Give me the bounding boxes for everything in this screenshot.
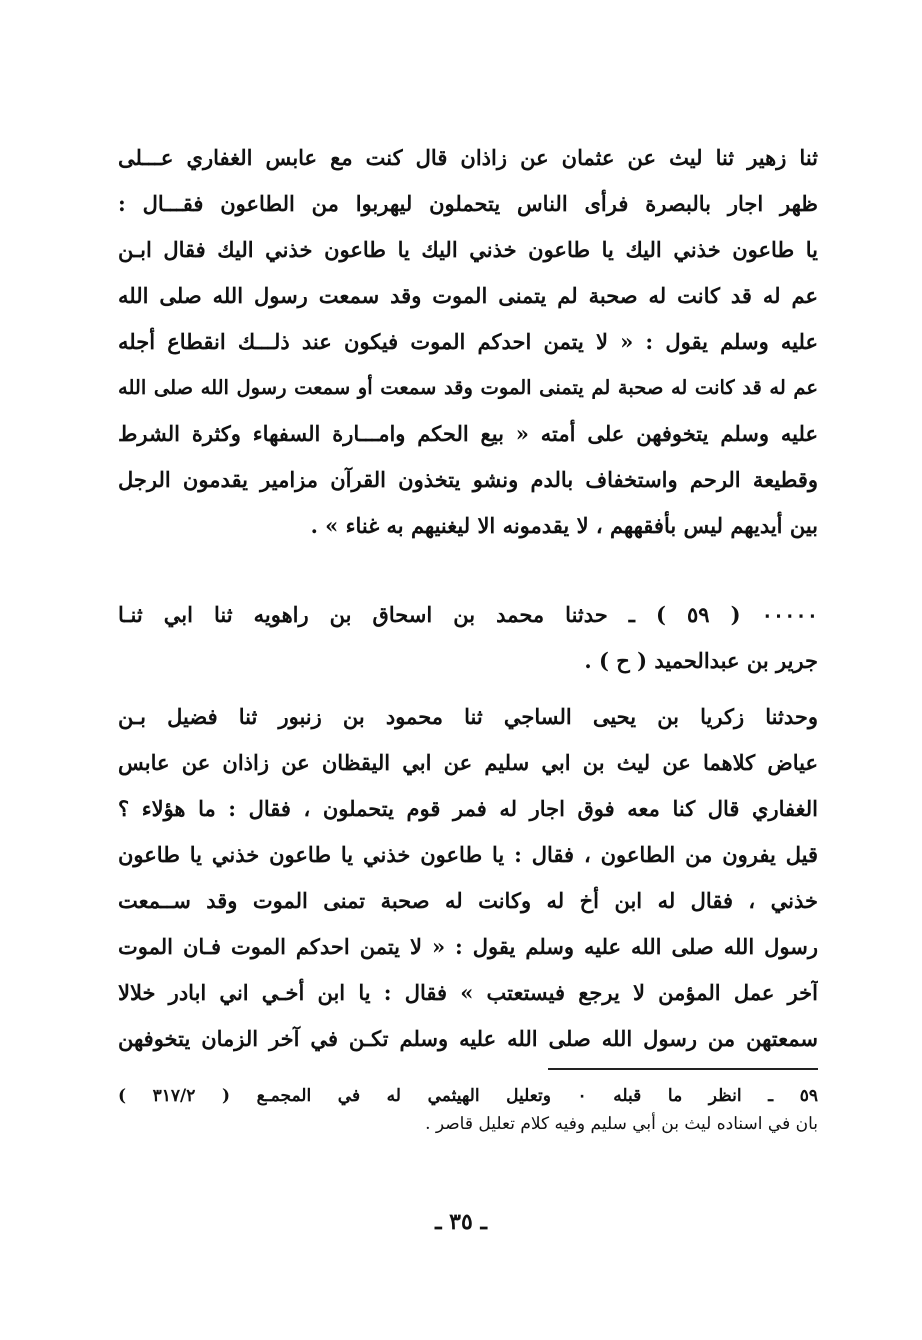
footnote-divider <box>548 1068 818 1070</box>
text-line: عليه وسلم يقول : « لا يتمن احدكم الموت فيكون عند ذلـــك انقطاع أجله <box>118 329 818 354</box>
text-line: قيل يفرون من الطاعون ، فقال : يا طاعون خذني يا طاعون خذني يا طاعون <box>118 842 818 867</box>
text-line: خذني ، فقال له ابن أخ له وكانت له صحبة تمنى الموت وقد ســمعت <box>118 888 818 913</box>
text-line: بين أيديهم ليس بأفقههم ، لا يقدمونه الا ليغنيهم به غناء » . <box>310 513 818 538</box>
text-line: الغفاري قال كنا معه فوق اجار له فمر قوم يتحملون ، فقال : ما هؤلاء ؟ <box>118 796 818 821</box>
text-line: ثنا زهير ثنا ليث عن عثمان عن زاذان قال كنت مع عابس الغفاري عـــلى <box>118 145 818 170</box>
text-line: وقطيعة الرحم واستخفاف بالدم ونشو يتخذون القرآن مزامير يقدمون الرجل <box>118 467 818 492</box>
text-line: ظهر اجار بالبصرة فرأى الناس يتحملون ليهربوا من الطاعون فقـــال : <box>118 191 818 216</box>
paragraph-1 <box>118 135 818 549</box>
footnote-line: بان في اسناده ليث بن أبي سليم وفيه كلام تعليل قاصر . <box>425 1114 818 1134</box>
page-number: ـ ٣٥ ـ <box>435 1209 487 1235</box>
text-line: عياض كلاهما عن ليث بن ابي سليم عن ابي اليقظان عن زاذان عن عابس <box>118 750 818 775</box>
footnote-line: ٥٩ ـ انظر ما قبله ٠ وتعليل الهيثمي له في المجمـع ( ٣١٧/٢ ) <box>118 1086 818 1106</box>
text-line: عم له قد كانت له صحبة لم يتمنى الموت وقد سمعت رسول الله صلى الله <box>118 283 818 308</box>
text-line: جرير بن عبدالحميد ( ح ) . <box>584 648 818 673</box>
paragraph-2 <box>118 592 818 684</box>
paragraph-3 <box>118 694 818 1062</box>
text-line: آخر عمل المؤمن لا يرجع فيستعتب » فقال : يا ابن أخـي اني ابادر خلالا <box>118 980 818 1005</box>
text-line: عليه وسلم يتخوفهن على أمته « بيع الحكم وامـــارة السفهاء وكثرة الشرط <box>118 421 818 446</box>
text-line: ٠٠٠٠٠ ( ٥٩ ) ـ حدثنا محمد بن اسحاق بن راهويه ثنا ابي ثنـا <box>118 602 818 627</box>
text-line: عم له قد كانت له صحبة لم يتمنى الموت وقد سمعت أو سمعت رسول الله صلى الله <box>118 376 818 399</box>
text-line: رسول الله صلى الله عليه وسلم يقول : « لا يتمن احدكم الموت فـان الموت <box>118 934 818 959</box>
text-line: وحدثنا زكريا بن يحيى الساجي ثنا محمود بن زنبور ثنا فضيل بـن <box>118 704 818 729</box>
text-line: يا طاعون خذني اليك يا طاعون خذني اليك يا طاعون خذني اليك فقال ابـن <box>118 237 818 262</box>
text-line: سمعتهن من رسول الله صلى الله عليه وسلم تكـن في آخر الزمان يتخوفهن <box>118 1026 818 1051</box>
footnote <box>118 1082 818 1138</box>
